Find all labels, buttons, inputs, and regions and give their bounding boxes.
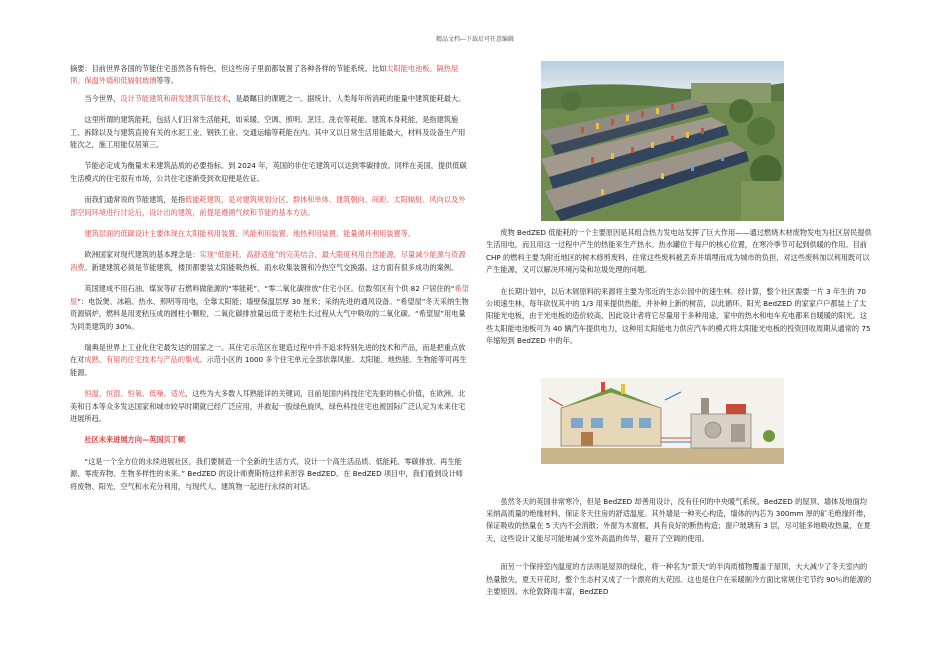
abstract-paragraph: 摘要：目前世界各国的节能住宅虽然各有特色，但这些房子里面都装置了各种各样的节能系统。比如太阳能电池板、隔热屋顶、保温外墙和低辐射玻璃等等。 — [70, 64, 459, 86]
paragraph-4: 节能必定成为衡量未来建筑品质的必要指标。到 2024 年，英国的非住宅建筑可以达到零碳排放。同样在美国，提供低碳生活模式的住宅很有市场，公共住宅逐渐受到欢迎便是佐证。 — [70, 161, 467, 183]
left-column — [70, 63, 470, 502]
paragraph-3: 这里所谓的建筑能耗，包括人们日常生活能耗，如采暖、空调、照明、烹饪、洗衣等耗能。建筑本身耗能，是指建筑施工、拆除以及与建筑直接有关的水泥工业、钢铁工业、交通运输等耗能在内。其中又以日常生活用能最大，材料及设备生产用能次之，施工用能仅居第三。 — [70, 115, 466, 150]
paragraph-9: 瑞典是世界上工业化住宅最发达的国家之一。其住宅示范区在建造过程中并不追求特别先进的技术和产品，而是把重点放在对成熟、有用的住宅技术与产品的集成。示范小区的 1000 多个住宅单元全部依靠风能、太阳能、地热能、生物能等可再生能源。 — [70, 342, 467, 377]
paragraph-5: 而我们通常说的节能建筑，是指低能耗建筑，是对建筑规划分区、群体和单体、建筑朝向、间距、太阳辐射、风向以及外部空间环境进行讨论后，设计出的建筑，前提是遵循气候和节能的基本方法。 — [70, 195, 466, 217]
paragraph-11: “这是一个全方位的永续进展社区，我们要制造一个全新的生活方式，设计一个高生活品质、低能耗、零碳排放、再生能源、零废弃物、生物多样性的未来。” BedZED 的设计师费斯特这样来形容 BedZED。在 BedZED 项目中，我们看到设计师将废物、阳光、空气和水充分利用，与现代人、建筑物一起进行永续的对话。 — [70, 456, 463, 491]
bedzed-aerial-photo — [541, 61, 784, 221]
right-column — [486, 227, 872, 608]
right-paragraph-2: 在长期计划中，以后木屑原料的来源将主要为邻近的生态公园中的速生林。经计算，整个社区需要一片 3 年生的 70 公顷速生林，每年砍伐其中的 1/3 用来提供热能，并补种上新的树苗，以此循环。阳光 BedZED 的家家户户都装上了太阳能光电板，由于光电板的造价较高，因此设计者将它尽量用于多种用途，家中的热水和电车充电都来自暖暖的阳光。这些太阳能电池板可为 40 辆汽车提供电力，这种用太阳能电力供应汽车的模式将太阳能光电板的投资回收周期从通常的 75 年缩短到 BedZED 中的年。 — [486, 286, 871, 346]
right-paragraph-3: 虽然冬天的英国非常寒冷，但是 BedZED 却善用设计，没有任何的中央暖气系统。BedZED 的屋顶、墙体及地面均采纳高质量的绝缘材料，保证冬天住房的舒适温度。其外墙是一种夹心构造，墙体的内芯为 300mm 厚的矿毛绝缘纤维，保证吸收的热量在 5 天内不会消散；外窗为木窗框，具有良好的断热构造；窗户玻璃有 3 层，尽可能多地吸收热量，在夏天，这些设计又能尽可能地减少室外高温的传导，避开了空调的使用。 — [486, 496, 871, 543]
section-heading: 社区未来进展方向—英国贝丁顿 — [84, 435, 186, 445]
paragraph-7: 欧洲国家对现代建筑的基本理念是：实现“低能耗、高舒适度”的完美结合，最大限度利用自然能源，尽量减少能源与资源消费。新建建筑必须是节能建筑，楼顶都要装太阳能吸热板、雨水收集装置和冷热空气交换器。这方面有很多成功的案例。 — [70, 250, 466, 272]
paragraph-6: 建筑层面的低碳设计主要体现在太阳能利用装置、风能利用装置、地热利用装置、能量循环利用装置等。 — [84, 229, 416, 239]
right-paragraph-4: 而另一个保持室内温度的方法则是屋顶的绿化，将一种名为“景天”的半肉质植物覆盖于屋顶，大大减少了冬天室内的热量散失，夏天开花时，整个生态村又成了一个漂亮的大花园。这也是住户在采暖制冷方面比常规住宅节约 90％的能源的主要原因。水伦敦降雨丰富，BedZED — [486, 562, 872, 597]
paragraph-8: 英国建成不用石油、煤炭等矿石燃料做能源的“零能耗”、“零二氧化碳排放”住宅小区。位数邻区有个供 82 户居住的“希望屋”：电饭煲、冰箱、热水、照明等用电，全靠太阳能；墙壁保温层厚 30 厘米；采纳先进的通风设备。“希望屋”冬天采纳生物资源锅炉，燃料是用麦秸压成的圆柱小颗粒，二氧化碳排放量远低于麦秸生长过程从大气中吸收的二氧化碳。“希望屋”用电量为同类建筑的 30%。 — [70, 284, 469, 331]
paragraph-2: 当今世界，设计节能建筑和研发建筑节能技术，是最瞩目的课题之一。据统计，人类每年所消耗的能量中建筑能耗最大。 — [84, 93, 466, 103]
paragraph-10: 恒温、恒湿、恒氧、低噪、适光，这些为大多数人耳熟能详的关键词，目前是国内科技住宅先驱的核心价值，在欧洲、北美和日本等众多发达国家和城市较早时期就已经广泛应用，并救起一股绿色旋风，绿色科技住宅也被国际广泛认定为未来住宅进展所趋。 — [70, 389, 466, 423]
page-header: 精品文档---下载后可任意编辑 — [435, 36, 515, 43]
right-paragraph-1: 废物 BedZED 低能耗的一个主要原因是其组合热力发电站发挥了巨大作用——通过燃烧木材废物发电为社区居民提供生活用电，而且用这一过程中产生的热能来生产热水。热水罐位于每户的核心位置，在寒冷季节可起到供暖的作用。目前 CHP 的燃料主要为附近地区的树木修剪废料，往常这些废料被丢弃并填埋而成为城市的负担，对这些废料加以利用既可以产生能源，又可以解决环境污染和垃圾处理的问题。 — [486, 228, 872, 275]
